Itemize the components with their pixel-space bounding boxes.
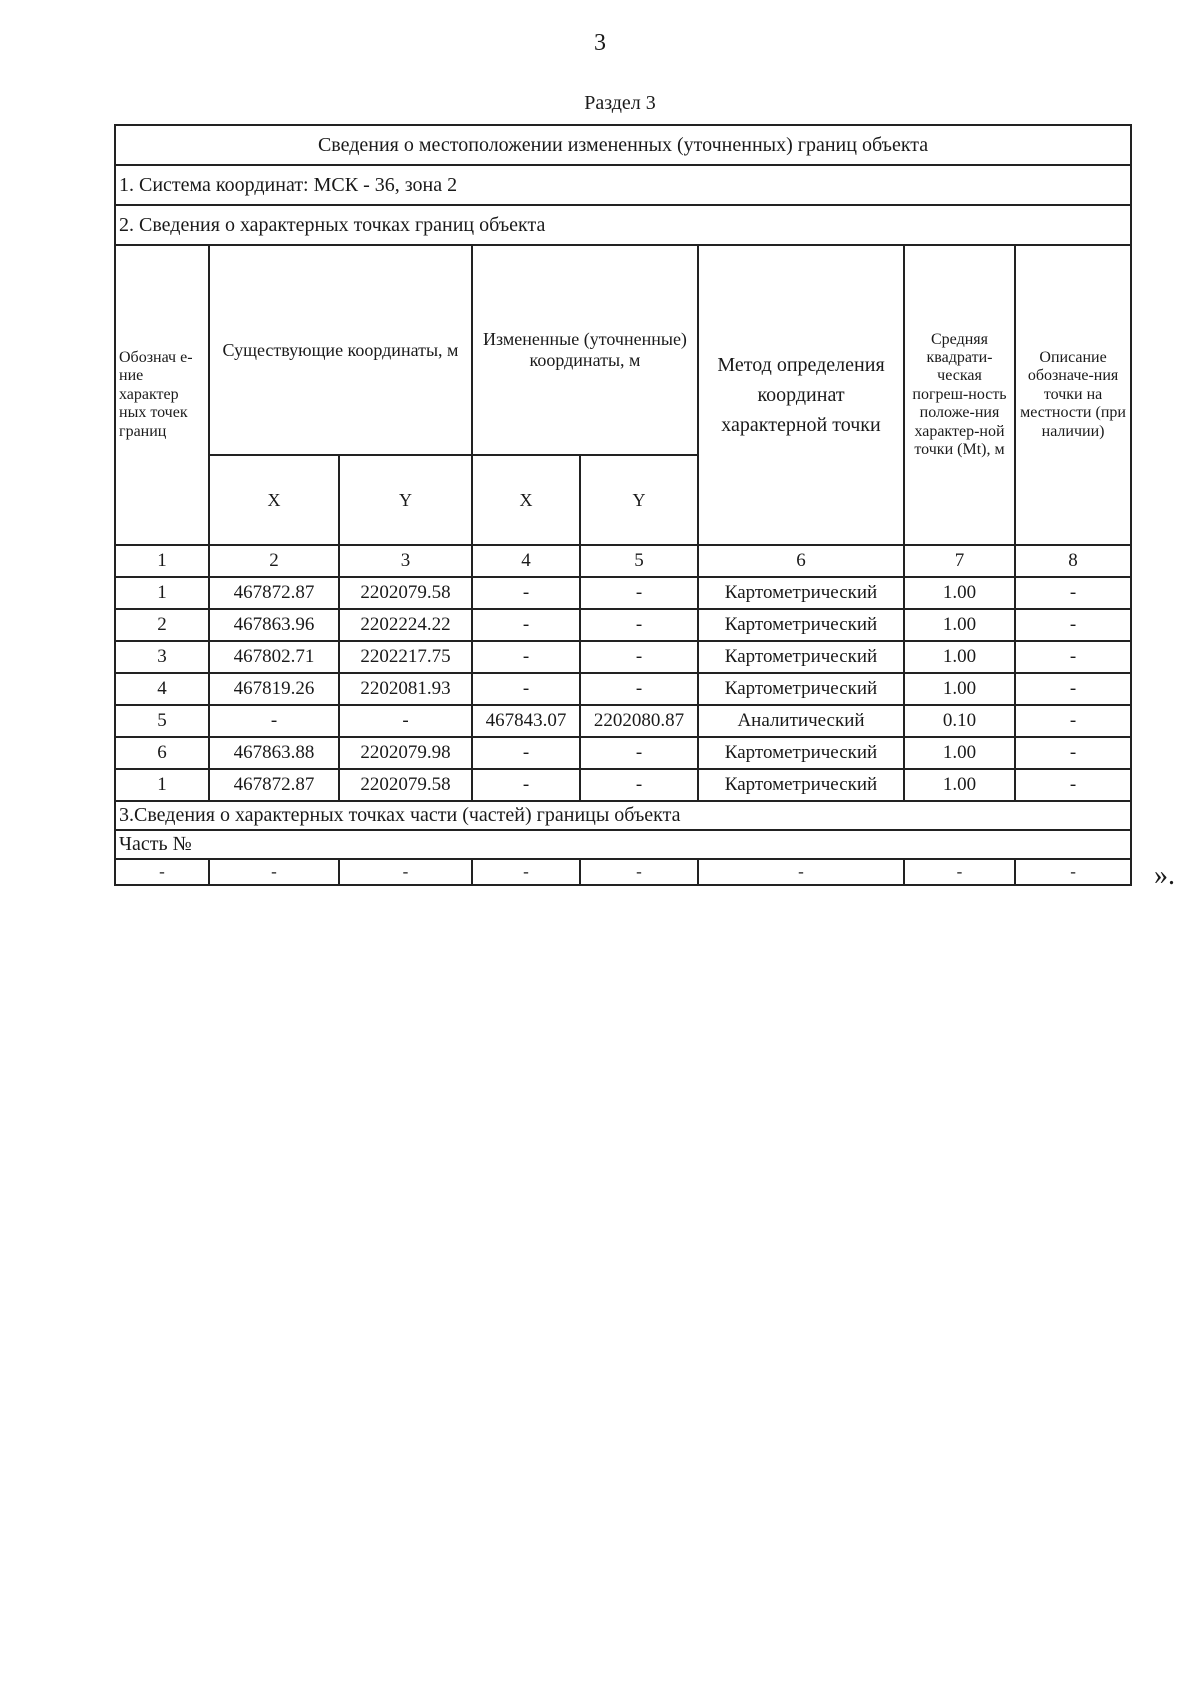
method: Картометрический [698, 673, 904, 705]
method: Картометрический [698, 737, 904, 769]
empty-cell: - [580, 859, 698, 885]
method: Картометрический [698, 609, 904, 641]
method: Картометрический [698, 769, 904, 801]
existing-y: 2202217.75 [339, 641, 472, 673]
empty-cell: - [904, 859, 1015, 885]
point-designation: 1 [115, 769, 209, 801]
changed-y: - [580, 737, 698, 769]
table-row [115, 673, 1131, 705]
changed-x: - [472, 641, 580, 673]
table-row [115, 769, 1131, 801]
empty-cell: - [339, 859, 472, 885]
points-heading: 2. Сведения о характерных точках границ объекта [115, 205, 1131, 245]
header-designation: Обознач е-ние характер ных точек границ [115, 245, 209, 545]
changed-x: - [472, 769, 580, 801]
column-number: 5 [580, 545, 698, 577]
column-numbers-row [115, 545, 1131, 577]
changed-x: - [472, 609, 580, 641]
rmse: 1.00 [904, 769, 1015, 801]
point-designation: 5 [115, 705, 209, 737]
rmse: 1.00 [904, 577, 1015, 609]
description: - [1015, 737, 1131, 769]
column-number: 4 [472, 545, 580, 577]
rmse: 1.00 [904, 641, 1015, 673]
column-number: 6 [698, 545, 904, 577]
closing-quote-mark: ». [1154, 860, 1175, 891]
changed-x: 467843.07 [472, 705, 580, 737]
header-method: Метод определения координат характерной точки [698, 245, 904, 545]
changed-x: - [472, 577, 580, 609]
part-number-label: Часть № [115, 830, 1131, 859]
header-x-changed: X [472, 455, 580, 545]
table-title: Сведения о местоположении измененных (уточненных) границ объекта [115, 125, 1131, 165]
header-y-existing: Y [339, 455, 472, 545]
header-y-changed: Y [580, 455, 698, 545]
column-number: 3 [339, 545, 472, 577]
coord-system-line: 1. Система координат: МСК - 36, зона 2 [115, 165, 1131, 205]
changed-y: - [580, 609, 698, 641]
empty-cell: - [1015, 859, 1131, 885]
header-description: Описание обозначе-ния точки на местности (при наличии) [1015, 245, 1131, 545]
existing-y: 2202224.22 [339, 609, 472, 641]
description: - [1015, 577, 1131, 609]
point-designation: 1 [115, 577, 209, 609]
empty-cell: - [115, 859, 209, 885]
description: - [1015, 705, 1131, 737]
description: - [1015, 673, 1131, 705]
header-changed-coords: Измененные (уточненные) координаты, м [472, 245, 698, 455]
table-row [115, 577, 1131, 609]
description: - [1015, 641, 1131, 673]
existing-x: 467802.71 [209, 641, 339, 673]
header-existing-coords: Существующие координаты, м [209, 245, 472, 455]
column-number: 8 [1015, 545, 1131, 577]
changed-y: - [580, 577, 698, 609]
existing-x: 467863.88 [209, 737, 339, 769]
changed-y: - [580, 673, 698, 705]
parts-heading: 3.Сведения о характерных точках части (частей) границы объекта [115, 801, 1131, 830]
changed-y: - [580, 769, 698, 801]
empty-cell: - [209, 859, 339, 885]
column-number: 2 [209, 545, 339, 577]
table-row [115, 737, 1131, 769]
changed-y: - [580, 641, 698, 673]
changed-y: 2202080.87 [580, 705, 698, 737]
method: Картометрический [698, 641, 904, 673]
rmse: 1.00 [904, 673, 1015, 705]
table-row [115, 705, 1131, 737]
rmse: 0.10 [904, 705, 1015, 737]
table-row [115, 641, 1131, 673]
existing-x: - [209, 705, 339, 737]
boundary-table [114, 124, 1132, 886]
header-x-existing: X [209, 455, 339, 545]
existing-x: 467819.26 [209, 673, 339, 705]
existing-x: 467872.87 [209, 769, 339, 801]
changed-x: - [472, 673, 580, 705]
column-number: 7 [904, 545, 1015, 577]
page-number: 3 [594, 30, 606, 56]
changed-x: - [472, 737, 580, 769]
rmse: 1.00 [904, 737, 1015, 769]
column-number: 1 [115, 545, 209, 577]
method: Картометрический [698, 577, 904, 609]
existing-y: 2202079.58 [339, 769, 472, 801]
point-designation: 2 [115, 609, 209, 641]
method: Аналитический [698, 705, 904, 737]
point-designation: 6 [115, 737, 209, 769]
description: - [1015, 769, 1131, 801]
parts-empty-row [115, 859, 1131, 885]
point-designation: 4 [115, 673, 209, 705]
existing-y: 2202079.58 [339, 577, 472, 609]
table-row [115, 609, 1131, 641]
header-rmse: Средняя квадрати-ческая погреш-ность положе-ния характер-ной точки (Mt), м [904, 245, 1015, 545]
rmse: 1.00 [904, 609, 1015, 641]
existing-y: 2202081.93 [339, 673, 472, 705]
empty-cell: - [698, 859, 904, 885]
point-designation: 3 [115, 641, 209, 673]
existing-y: 2202079.98 [339, 737, 472, 769]
existing-x: 467863.96 [209, 609, 339, 641]
empty-cell: - [472, 859, 580, 885]
description: - [1015, 609, 1131, 641]
existing-y: - [339, 705, 472, 737]
existing-x: 467872.87 [209, 577, 339, 609]
section-label: Раздел 3 [584, 92, 656, 114]
